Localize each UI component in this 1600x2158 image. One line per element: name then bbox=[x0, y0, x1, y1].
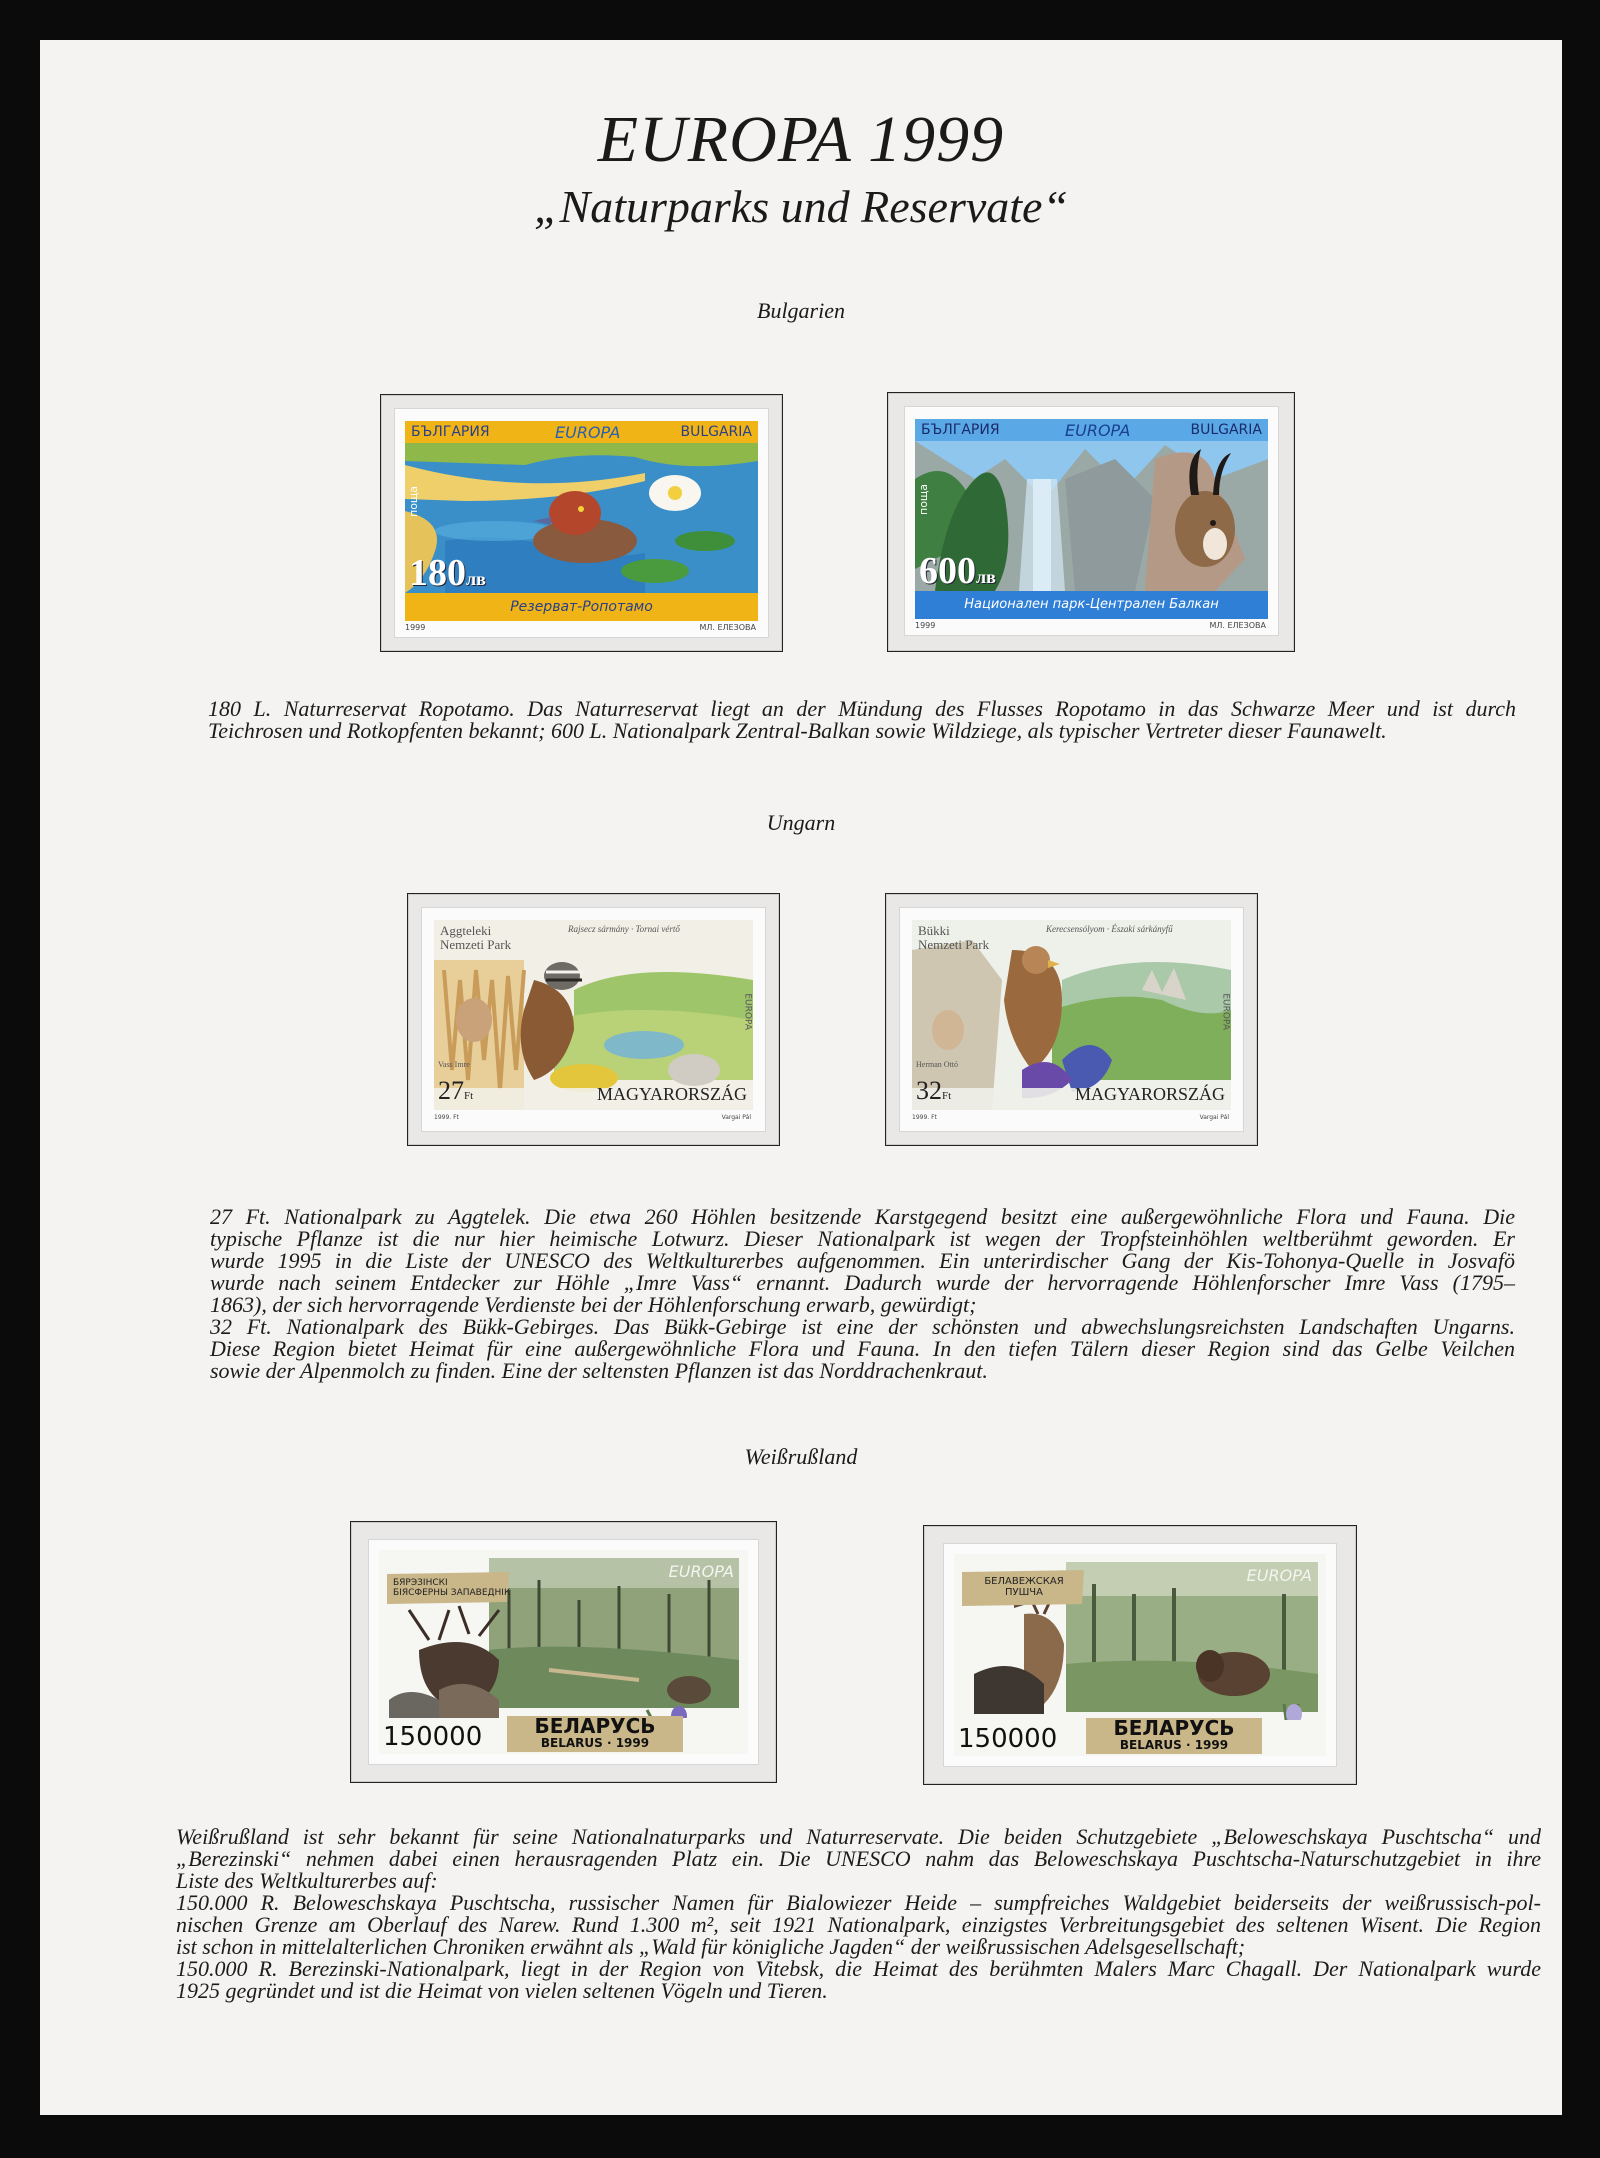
stamp-country-cyrillic: БЪЛГАРИЯ bbox=[921, 422, 1000, 438]
stamp-europa-logo: EUROPA bbox=[1065, 421, 1131, 440]
stamp-value: 180лв bbox=[409, 552, 486, 594]
stamp-mount bbox=[885, 893, 1258, 1146]
caption-bulgaria bbox=[208, 698, 1516, 742]
stamp-belarus-belovezhskaya bbox=[944, 1544, 1336, 1766]
caption-line: 27 Ft. Nationalpark zu Aggtelek. Die etwa 260 Höhlen besitzende Karstgegend besitzt eine außergewöhnliche Flora und Fauna. Die bbox=[210, 1204, 1515, 1229]
stamp-design bbox=[954, 1554, 1326, 1756]
caption-line: Teichrosen und Rotkopfenten bekannt; 600 L. Nationalpark Zentral-Balkan sowie Wildziege, als typischer Vertreter dieser Faunawelt. bbox=[208, 718, 1387, 743]
stamp-year: 1999. Ft bbox=[434, 1114, 459, 1121]
stamp-year: 1999. Ft bbox=[912, 1114, 937, 1121]
stamp-top-text: Kerecsensólyom · Északi sárkányfű bbox=[1046, 924, 1173, 934]
portrait-name: Herman Ottó bbox=[916, 1060, 958, 1069]
stamp-mount bbox=[407, 893, 780, 1146]
caption-line: Liste des Weltkulturerbes auf: bbox=[176, 1868, 438, 1893]
stamp-posta: поща bbox=[407, 485, 420, 517]
stamp-ribbon-text: БЕЛАВЕЖСКАЯ ПУШЧА bbox=[984, 1576, 1064, 1598]
stamp-artist: Vargai Pál bbox=[1199, 1114, 1229, 1121]
stamp-bulgaria-balkan bbox=[905, 407, 1278, 635]
caption-line: ist schon in mittelalterlichen Chroniken erwähnt als „Wald für königliche Jagden“ der weißrussischen Adelsgesellschaft; bbox=[176, 1934, 1246, 1959]
stamp-hungary-bukk bbox=[900, 908, 1243, 1131]
stamp-europa-logo: EUROPA bbox=[1246, 1566, 1312, 1585]
stamp-mount bbox=[887, 392, 1295, 652]
caption-line: sowie der Alpenmolch zu finden. Eine der seltensten Pflanzen ist das Norddrachenkraut. bbox=[210, 1358, 988, 1383]
stamp-artist: МЛ. ЕЛЕЗОВА bbox=[1209, 621, 1266, 630]
caption-line: wurde nach seinem Entdecker zur Höhle „Imre Vass“ ernannt. Dadurch wurde der hervorragende Höhlenforscher Imre Vass (1795– bbox=[210, 1270, 1515, 1295]
stamp-caption: Резерват-Ропотамо bbox=[510, 599, 653, 615]
stamp-park-name: Bükki Nemzeti Park bbox=[918, 923, 990, 952]
stamp-value: 150000 bbox=[958, 1724, 1058, 1754]
caption-line: 32 Ft. Nationalpark des Bükk-Gebirges. Das Bükk-Gebirge ist eine der schönsten und abwechslungsreichsten Landschaften Ungarns. bbox=[210, 1314, 1515, 1339]
stamp-park-name: Aggteleki Nemzeti Park bbox=[440, 923, 512, 952]
portrait-name: Vass Imre bbox=[438, 1060, 470, 1069]
country-heading-belarus: Weißrußland bbox=[744, 1444, 858, 1469]
stamp-country: БЕЛАРУСЬ BELARUS · 1999 bbox=[534, 1714, 656, 1750]
stamp-value: 150000 bbox=[383, 1722, 483, 1752]
stamp-hungary-aggtelek bbox=[422, 908, 765, 1131]
page-title: EUROPA 1999 bbox=[597, 103, 1005, 176]
stamp-design bbox=[405, 421, 758, 621]
caption-line: typische Pflanze ist die nur hier heimische Lotwurz. Dieser Nationalpark ist wegen der Tropfsteinhöhlen weltberühmt geworden. Er bbox=[210, 1226, 1515, 1251]
stamp-posta: поща bbox=[917, 483, 930, 515]
stamp-country: MAGYARORSZÁG bbox=[1074, 1084, 1225, 1104]
stamp-value: 600лв bbox=[919, 550, 996, 592]
country-heading-bulgaria: Bulgarien bbox=[757, 298, 845, 323]
stamp-europa-logo: EUROPA bbox=[743, 993, 753, 1030]
caption-line: Weißrußland ist sehr bekannt für seine Nationalnaturparks und Naturreservate. Die beiden Schutzgebiete „Beloweschskaya Puschtscha“ und bbox=[176, 1824, 1541, 1849]
stamp-value: 32Ft bbox=[916, 1076, 952, 1105]
album-page bbox=[40, 40, 1562, 2115]
caption-line: nischen Grenze am Oberlauf des Narew. Rund 1.300 m², seit 1921 Nationalpark, einzigstes Verbreitungsgebiet des seltenen Wisent. Die Region bbox=[176, 1912, 1541, 1937]
stamp-europa-logo: EUROPA bbox=[555, 423, 621, 442]
stamp-belarus-berezinski bbox=[369, 1540, 758, 1764]
caption-line: 1863), der sich hervorragende Verdienste bei der Höhlenforschung erwarb, gewürdigt; bbox=[210, 1292, 977, 1317]
stamp-design bbox=[915, 419, 1268, 619]
country-heading-hungary: Ungarn bbox=[766, 810, 836, 835]
caption-line: Diese Region bietet Heimat für eine außergewöhnliche Flora und Fauna. In den tiefen Tälern dieser Region sind das Gelbe Veilchen bbox=[210, 1336, 1515, 1361]
stamp-mount bbox=[380, 394, 783, 652]
stamp-value: 27Ft bbox=[438, 1076, 474, 1105]
stamp-europa-logo: EUROPA bbox=[1221, 993, 1231, 1030]
stamp-design bbox=[912, 920, 1231, 1110]
caption-belarus bbox=[176, 1826, 1541, 2002]
stamp-design bbox=[379, 1550, 748, 1754]
stamp-year: 1999 bbox=[405, 623, 426, 632]
caption-line: wurde 1995 in die Liste der UNESCO des Weltkulturerbes aufgenommen. Ein unterirdischer Gang der Kis-Tohonya-Quelle in Josvafö bbox=[210, 1248, 1515, 1273]
stamp-year: 1999 bbox=[915, 621, 936, 630]
stamp-design bbox=[434, 920, 753, 1110]
stamp-country: БЕЛАРУСЬ BELARUS · 1999 bbox=[1113, 1716, 1235, 1752]
stamp-top-text: Rajsecz sármány · Tornai vértő bbox=[568, 924, 680, 934]
stamp-artist: Vargai Pál bbox=[721, 1114, 751, 1121]
stamp-caption: Национален парк-Централен Балкан bbox=[964, 597, 1219, 612]
stamp-country-latin: BULGARIA bbox=[680, 424, 752, 440]
stamp-ribbon-text: БЯРЭЗІНСКІ БІЯСФЕРНЫ ЗАПАВЕДНІК bbox=[393, 1578, 511, 1598]
stamp-bulgaria-ropotamo bbox=[395, 409, 768, 637]
caption-hungary bbox=[210, 1206, 1515, 1382]
page-subtitle: „Naturparks und Reservate“ bbox=[533, 181, 1069, 232]
stamp-mount bbox=[923, 1525, 1357, 1785]
caption-line: 180 L. Naturreservat Ropotamo. Das Naturreservat liegt an der Mündung des Flusses Ropotamo in das Schwarze Meer und ist durch bbox=[208, 696, 1516, 721]
stamp-europa-logo: EUROPA bbox=[668, 1562, 734, 1581]
stamp-mount bbox=[350, 1521, 777, 1783]
stamp-artist: МЛ. ЕЛЕЗОВА bbox=[699, 623, 756, 632]
caption-line: 150.000 R. Beloweschskaya Puschtscha, russischer Namen für Bialowiezer Heide – sumpfreiches Waldgebiet beiderseits der weißrussisch-pol- bbox=[176, 1890, 1541, 1915]
caption-line: 150.000 R. Berezinski-Nationalpark, liegt in der Region von Vitebsk, die Heimat des berühmten Malers Marc Chagall. Der Nationalpark wurde bbox=[176, 1956, 1541, 1981]
caption-line: „Berezinski“ nehmen dabei einen herausragenden Platz ein. Die UNESCO nahm das Beloweschskaya Puschtscha-Naturschutzgebiet in ihre bbox=[176, 1846, 1541, 1871]
stamp-country: MAGYARORSZÁG bbox=[596, 1084, 747, 1104]
caption-line: 1925 gegründet und ist die Heimat von vielen seltenen Vögeln und Tieren. bbox=[176, 1978, 828, 2003]
stamp-country-cyrillic: БЪЛГАРИЯ bbox=[411, 424, 490, 440]
stamp-country-latin: BULGARIA bbox=[1190, 422, 1262, 438]
